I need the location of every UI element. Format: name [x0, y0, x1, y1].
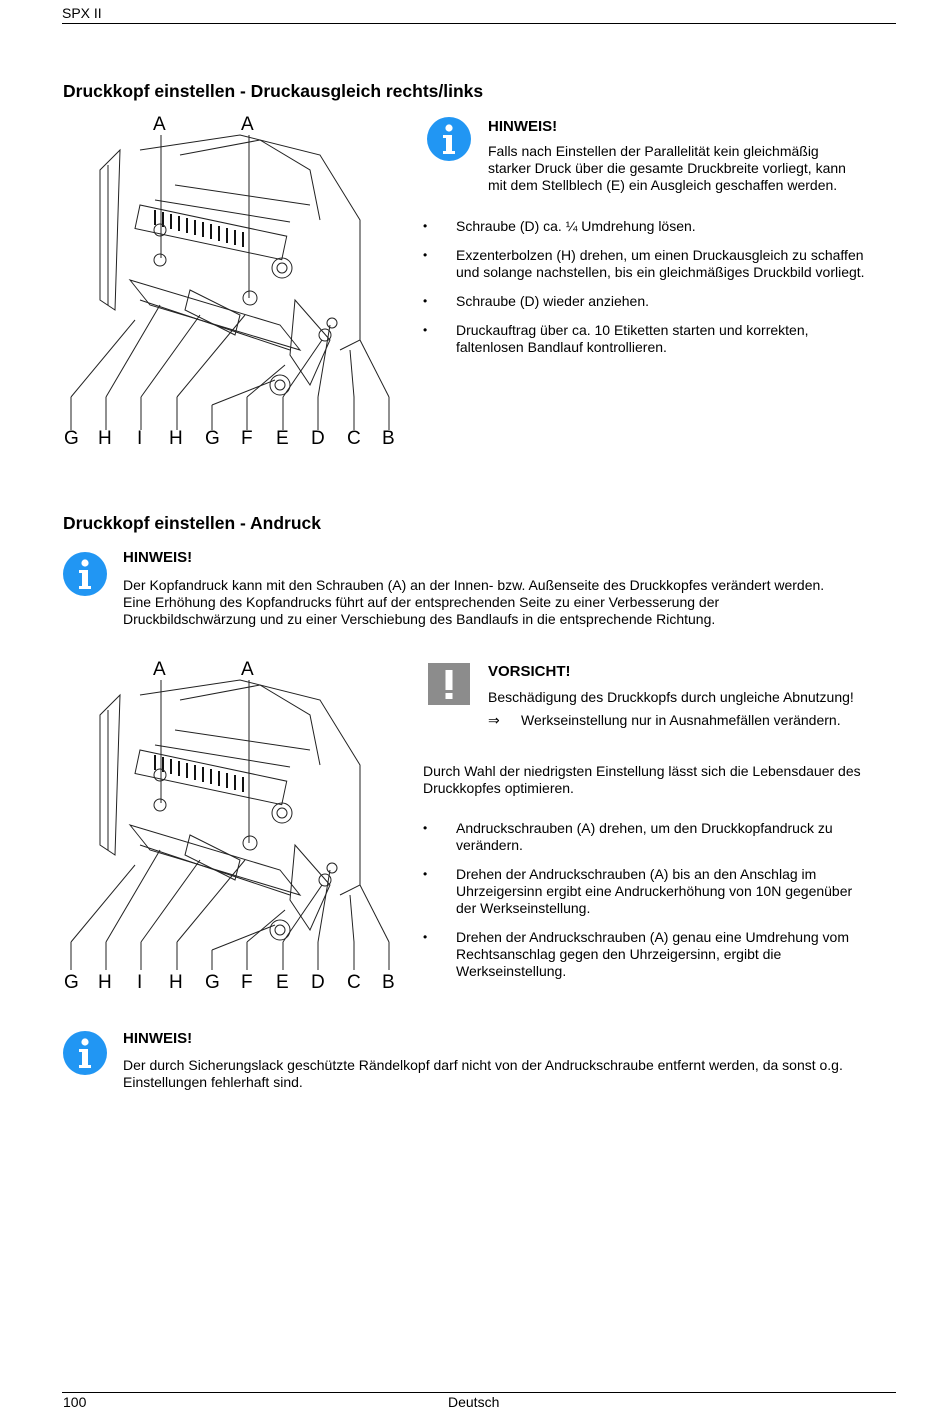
figure2-label-a-left: A: [153, 659, 166, 680]
header-rule: [62, 23, 896, 24]
section2-note-line: Eine Erhöhung des Kopfandrucks führt auf der entsprechenden Seite zu einer Verbesserung der: [123, 594, 720, 610]
section2-heading: Druckkopf einstellen - Andruck: [63, 513, 322, 533]
section1-note-text: [488, 143, 888, 194]
list-item: • Drehen der Andruckschrauben (A) bis an den Anschlag im Uhrzeigersinn ergibt eine Andruckerhöhung von 10N gegenüber der Werkseinstellung.: [423, 866, 893, 917]
figure1-label-a-left: A: [153, 114, 166, 135]
figure1-label-g1: G: [64, 428, 79, 449]
warning-icon: [428, 663, 470, 710]
figure1-label-a-right: A: [241, 114, 254, 135]
list-item: • Exzenterbolzen (H) drehen, um einen Druckausgleich zu schaffen und solange nachstellen, bis ein gleichmäßiges Druckbild vorliegt.: [423, 247, 893, 281]
figure2-label-d: D: [311, 972, 325, 993]
section2-note-line: Druckbildschwärzung und zu einer Verschiebung des Bandlaufs in die entsprechende Richtung.: [123, 611, 716, 627]
figure2-label-c: C: [347, 972, 361, 993]
figure2-label-g1: G: [64, 972, 79, 993]
section2-intro-line: Durch Wahl der niedrigsten Einstellung lässt sich die Lebensdauer des: [423, 763, 861, 779]
page-number: 100: [63, 1394, 87, 1410]
figure2-label-g2: G: [205, 972, 220, 993]
figure2-label-i: I: [137, 972, 143, 993]
figure1-label-b: B: [382, 428, 395, 449]
arrow-icon: ⇒: [488, 712, 500, 728]
section1-bullet-list: [423, 218, 893, 368]
section1-note-title: HINWEIS!: [488, 118, 558, 135]
section1-note-line: Falls nach Einstellen der Parallelität kein gleichmäßig: [488, 143, 819, 159]
figure2-label-h2: H: [169, 972, 183, 993]
printhead-figure-1: [60, 110, 410, 455]
figure2-label-e: E: [276, 972, 289, 993]
section1-note-line: mit dem Stellblech (E) ein Ausgleich geschaffen werden.: [488, 177, 838, 193]
section2-note-text: [123, 577, 903, 628]
figure1-label-h2: H: [169, 428, 183, 449]
note2-title: HINWEIS!: [123, 1030, 193, 1047]
list-item: • Andruckschrauben (A) drehen, um den Druckkopfandruck zu verändern.: [423, 820, 893, 854]
caution-arrow-text: Werkseinstellung nur in Ausnahmefällen verändern.: [521, 712, 841, 728]
figure1-label-f: F: [241, 428, 253, 449]
printhead-drawing-2: [60, 655, 410, 1000]
figure1-label-d: D: [311, 428, 325, 449]
caution-title: VORSICHT!: [488, 663, 571, 680]
printhead-figure-2: [60, 655, 410, 1000]
note2-text: [123, 1057, 913, 1091]
figure2-label-b: B: [382, 972, 395, 993]
list-item: • Drehen der Andruckschrauben (A) genau eine Umdrehung vom Rechtsanschlag gegen den Uhrzeigersinn, ergibt die Werkseinstellung.: [423, 929, 893, 980]
list-item: • Schraube (D) wieder anziehen.: [423, 293, 893, 310]
footer-rule: [62, 1392, 896, 1393]
info-icon: [63, 1031, 107, 1080]
header-title: SPX II: [62, 5, 102, 21]
footer-language: Deutsch: [448, 1394, 500, 1410]
figure1-label-h1: H: [98, 428, 112, 449]
section1-note-line: starker Druck über die gesamte Druckbreite vorliegt, kann: [488, 160, 846, 176]
note2-line: Einstellungen fehlerhaft sind.: [123, 1074, 303, 1090]
section2-bullet-list: [423, 820, 893, 992]
printhead-drawing-1: [60, 110, 410, 455]
section2-intro-line: Druckkopfes optimieren.: [423, 780, 574, 796]
figure1-label-c: C: [347, 428, 361, 449]
section2-note-title: HINWEIS!: [123, 549, 193, 566]
list-item: • Druckauftrag über ca. 10 Etiketten starten und korrekten, faltenlosen Bandlauf kontrollieren.: [423, 322, 893, 356]
section1-heading: Druckkopf einstellen - Druckausgleich rechts/links: [63, 81, 484, 101]
section2-intro: [423, 763, 893, 797]
figure2-label-a-right: A: [241, 659, 254, 680]
figure2-label-h1: H: [98, 972, 112, 993]
info-icon: [427, 117, 471, 166]
figure2-label-f: F: [241, 972, 253, 993]
figure1-label-g2: G: [205, 428, 220, 449]
figure1-label-i: I: [137, 428, 143, 449]
info-icon: [63, 552, 107, 601]
list-item: • Schraube (D) ca. ¼ Umdrehung lösen.: [423, 218, 893, 235]
figure1-label-e: E: [276, 428, 289, 449]
section2-note-line: Der Kopfandruck kann mit den Schrauben (A) an der Innen- bzw. Außenseite des Druckkopfes verändert werden.: [123, 577, 825, 593]
note2-line: Der durch Sicherungslack geschützte Rändelkopf darf nicht von der Andruckschraube entfernt werden, da sonst o.g.: [123, 1057, 843, 1073]
caution-text: Beschädigung des Druckkopfs durch ungleiche Abnutzung!: [488, 689, 854, 705]
